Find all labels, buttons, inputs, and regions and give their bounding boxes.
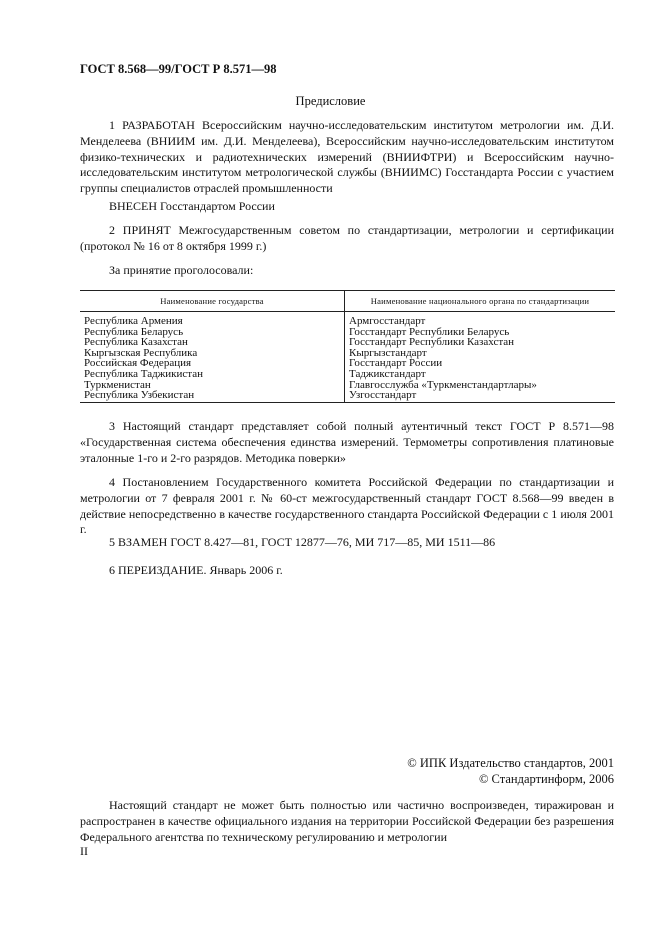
copyright-standartinform-2006: © Стандартинформ, 2006	[478, 772, 614, 786]
reproduction-notice: Настоящий стандарт не может быть полностью или частично воспроизведен, тиражирован и распространен в качестве официального издания на территории Российской Федерации без разрешения Федерального агентства по техническому регулированию и метрологии	[80, 798, 614, 844]
table-header-row	[80, 291, 615, 312]
paragraph-adopted-by: 2 ПРИНЯТ Межгосударственным советом по стандартизации, метрологии и сертификации (протокол № 16 от 8 октября 1999 г.)	[80, 223, 614, 253]
national-body-cell: Главгосслужба «Туркменстандартлары»	[349, 378, 537, 391]
paragraph-developed-by: 1 РАЗРАБОТАН Всероссийским научно-исследовательским институтом метрологии им. Д.И. Менделеева (ВНИИМ им. Д.И. Менделеева), Всероссийским научно-исследовательским институтом физико-технических и радиотехнических измерений (ВНИИФТРИ) и Всероссийским научно-исследовательским институтом метрологической службы (ВНИИМС) Госстандарта России с участием группы специалистов отраслей промышленности	[80, 118, 614, 196]
page-number: II	[80, 844, 88, 858]
foreword-heading: Предисловие	[295, 94, 366, 108]
state-cell: Республика Узбекистан	[80, 390, 345, 402]
national-body-cell: Армгосстандарт	[349, 315, 426, 327]
paragraph-resolution: 4 Постановлением Государственного комитета Российской Федерации по стандартизации и метрологии от 7 февраля 2001 г. № 60-ст межгосударственный стандарт ГОСТ 8.568—99 введен в действие непосредственно в качестве государственного стандарта Российской Федерации с 1 июля 2001 г.	[80, 475, 614, 537]
state-cell: Республика Таджикистан	[80, 369, 345, 380]
column-header-national-body: Наименование национального органа по стандартизации	[345, 291, 616, 312]
national-body-cell: Госстандарт Республики Казахстан	[349, 336, 515, 349]
state-cell: Кыргызская Республика	[80, 348, 345, 359]
state-cell: Республика Армения	[80, 312, 345, 327]
column-header-state: Наименование государства	[80, 291, 345, 312]
national-body-cell: Кыргызстандарт	[349, 346, 427, 359]
state-cell: Республика Казахстан	[80, 337, 345, 348]
standard-code-header: ГОСТ 8.568—99/ГОСТ Р 8.571—98	[80, 62, 277, 76]
paragraph-reissue: 6 ПЕРЕИЗДАНИЕ. Январь 2006 г.	[109, 563, 283, 577]
state-cell: Туркменистан	[80, 380, 345, 391]
national-body-cell: Госстандарт России	[349, 357, 443, 370]
copyright-publisher-2001: © ИПК Издательство стандартов, 2001	[407, 756, 614, 770]
paragraph-authentic-text: 3 Настоящий стандарт представляет собой полный аутентичный текст ГОСТ Р 8.571—98 «Государственная система обеспечения единства измерений. Термометры сопротивления платиновые эталонные 1-го и 2-го разрядов. Методика поверки»	[80, 419, 614, 465]
table-row	[80, 369, 615, 380]
state-cell: Российская Федерация	[80, 358, 345, 369]
national-body-cell: Узгосстандарт	[345, 390, 616, 402]
paragraph-voted-for: За принятие проголосовали:	[109, 263, 254, 277]
state-cell: Республика Беларусь	[80, 327, 345, 338]
paragraph-replaces: 5 ВЗАМЕН ГОСТ 8.427—81, ГОСТ 12877—76, МИ 717—85, МИ 1511—86	[109, 535, 496, 549]
table-row	[80, 312, 615, 327]
national-body-cell: Таджикстандарт	[349, 367, 426, 380]
national-body-cell: Госстандарт Республики Беларусь	[349, 325, 510, 338]
voting-states-table	[80, 290, 615, 403]
table-row	[80, 390, 615, 402]
paragraph-introduced-by: ВНЕСЕН Госстандартом России	[109, 199, 275, 213]
